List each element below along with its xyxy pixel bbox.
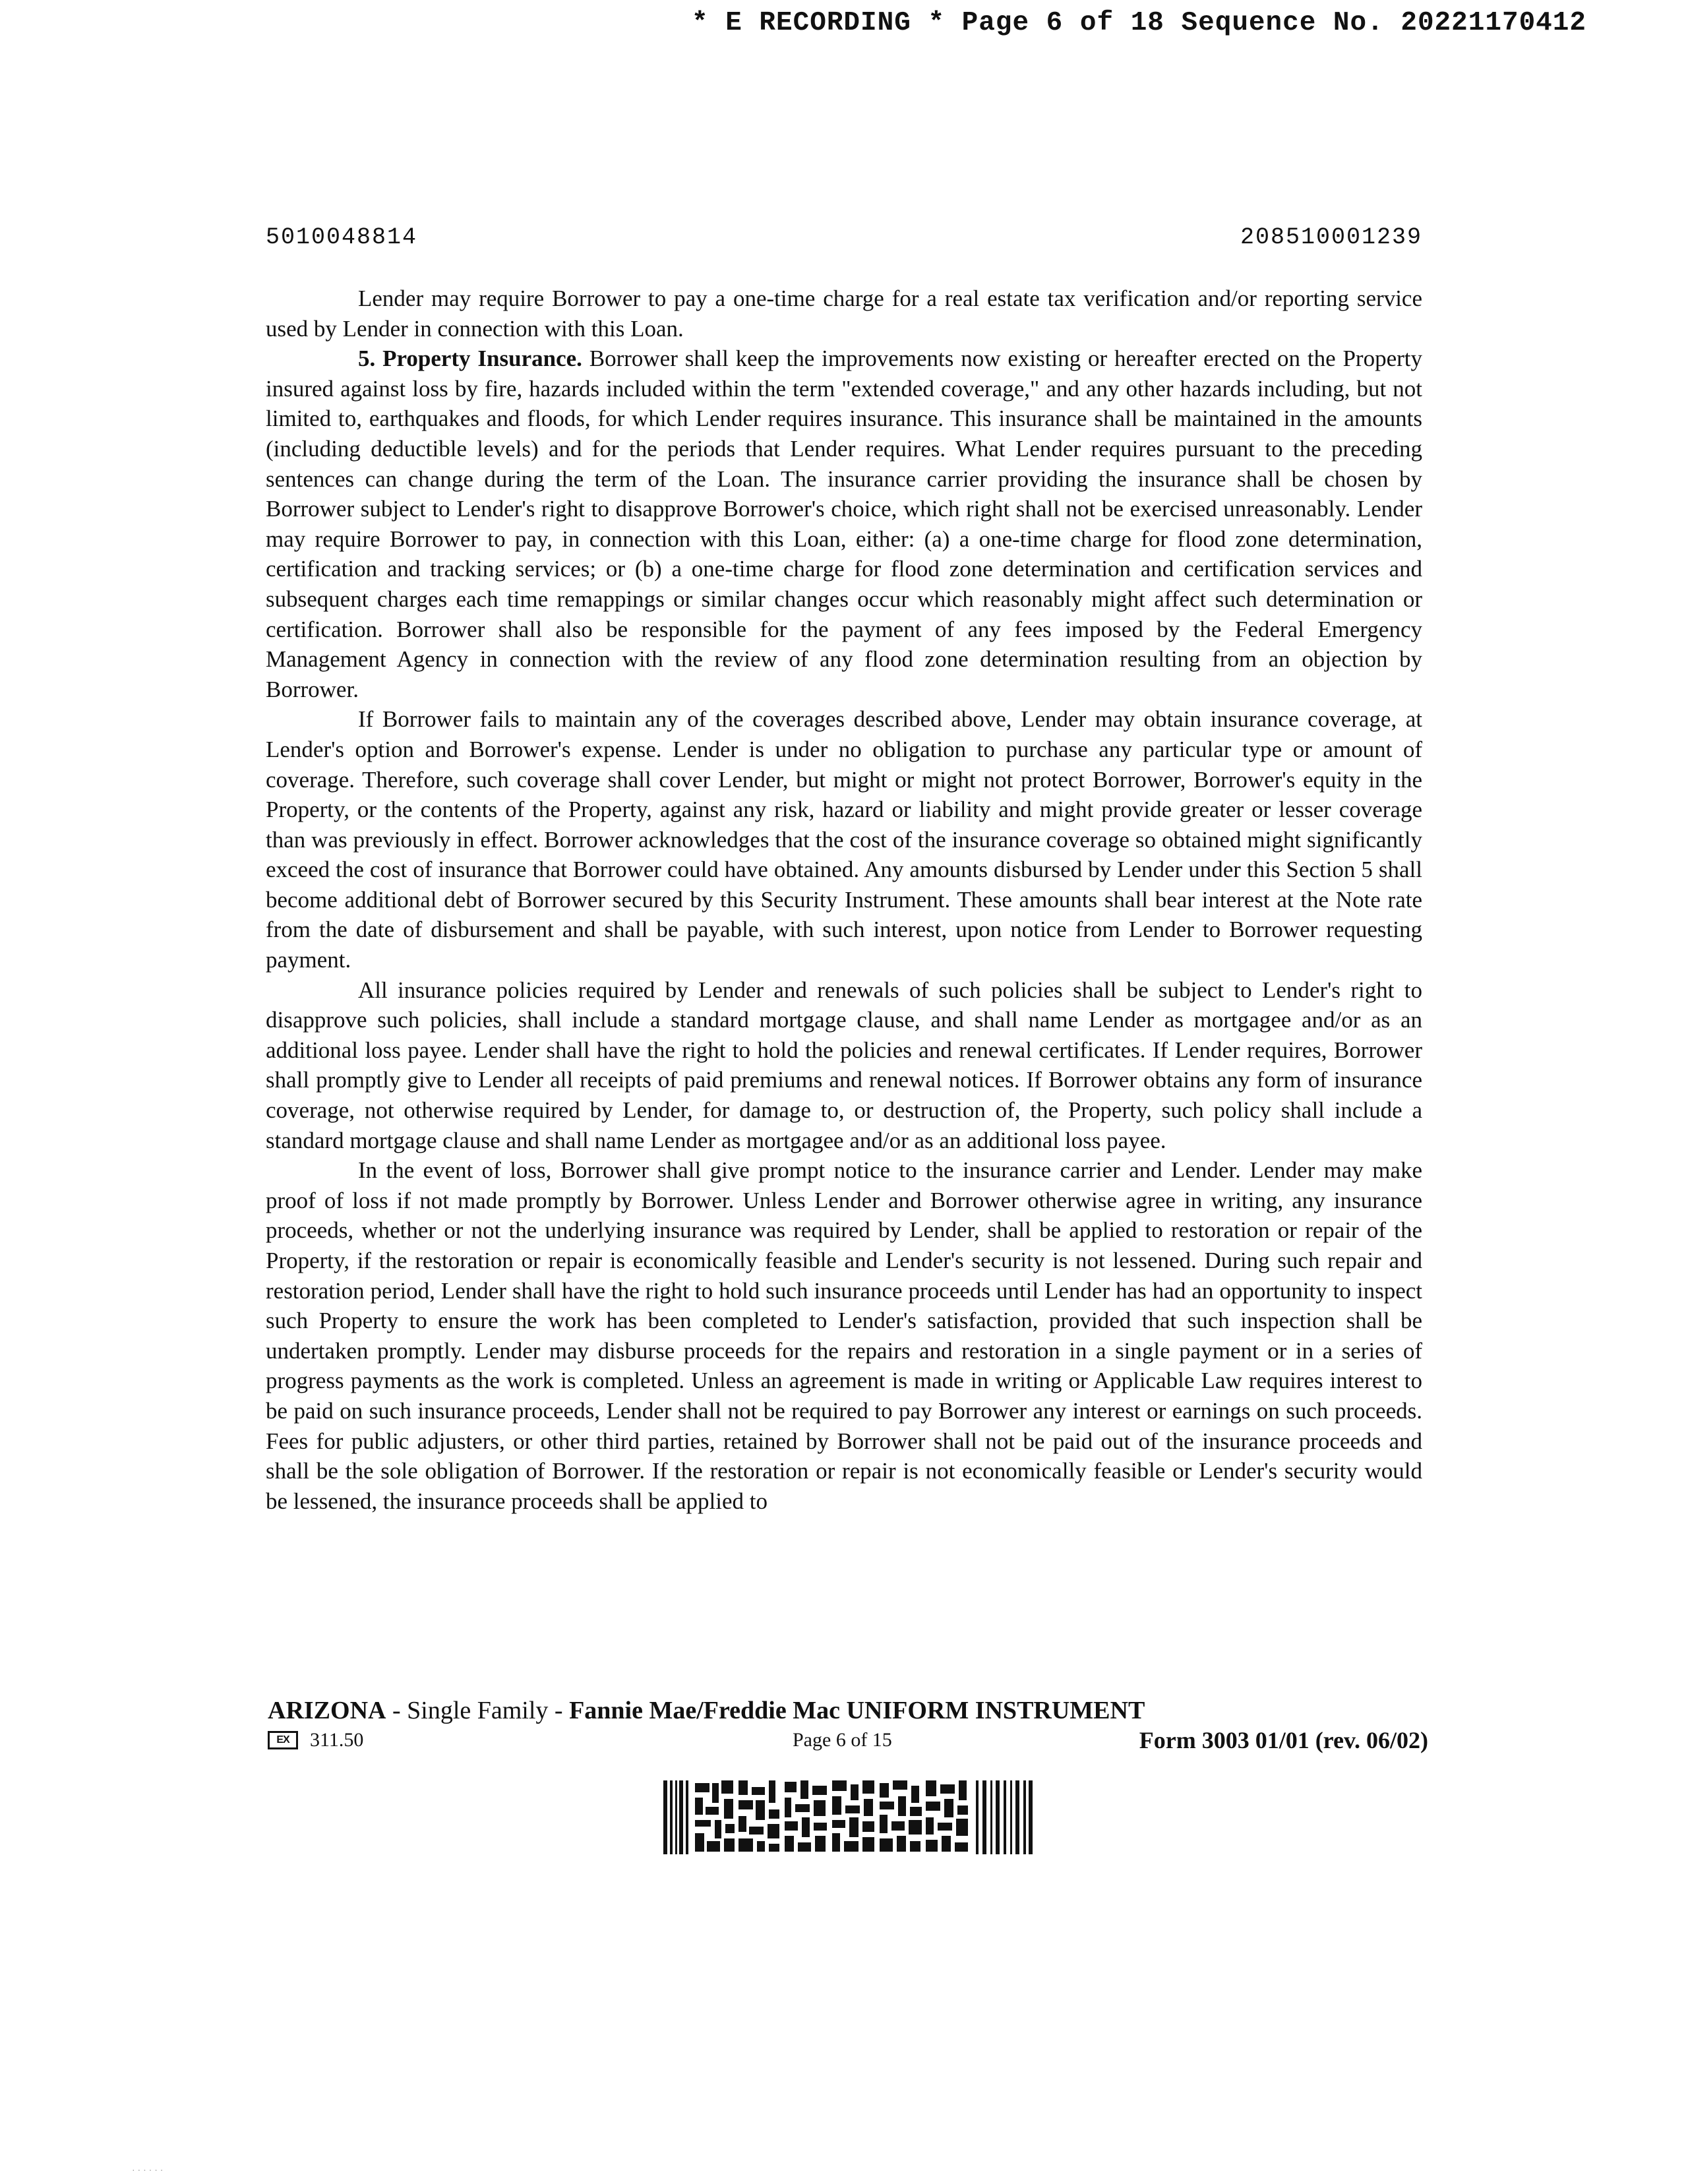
scan-speck: · · · · · · xyxy=(132,2164,164,2175)
footer-instrument: Fannie Mae/Freddie Mac UNIFORM INSTRUMENT xyxy=(569,1697,1145,1724)
form-code-number: 311.50 xyxy=(310,1729,364,1751)
footer-state: ARIZONA xyxy=(268,1697,386,1724)
loan-number-left: 5010048814 xyxy=(266,224,418,251)
document-body xyxy=(266,284,1422,1516)
paragraph-text: Borrower shall keep the improvements now existing or hereafter erected on the Property insured against loss by fire, hazards included within the term "extended coverage," and any other hazards including, but not limited to, earthquakes and floods, for which Lender requires insurance. This insurance shall be maintained in the amounts (including deductible levels) and for the periods that Lender requires. What Lender requires pursuant to the preceding sentences can change during the term of the Loan. The insurance carrier providing the insurance shall be chosen by Borrower subject to Lender's right to disapprove Borrower's choice, which right shall not be exercised unreasonably. Lender may require Borrower to pay, in connection with this Loan, either: (a) a one-time charge for flood zone determination, certification and tracking services; or (b) a one-time charge for flood zone determination and certification services and subsequent charges each time remappings or similar changes occur which reasonably might affect such determination or certification. Borrower shall also be responsible for the payment of any fees imposed by the Federal Emergency Management Agency in connection with the review of any flood zone determination resulting from an objection by Borrower. xyxy=(266,346,1422,702)
recording-header: * E RECORDING * Page 6 of 18 Sequence No. 20221170412 xyxy=(691,8,1586,38)
form-code xyxy=(268,1729,363,1751)
footer-separator: - Single Family - xyxy=(386,1697,570,1724)
footer-form-line xyxy=(268,1726,1428,1758)
barcode-icon xyxy=(663,1780,1033,1854)
paragraph-property-insurance xyxy=(266,344,1422,704)
paragraph-tax-verification: Lender may require Borrower to pay a one-time charge for a real estate tax verification and/or reporting service used by Lender in connection with this Loan. xyxy=(266,286,1422,342)
document-footer xyxy=(268,1696,1428,1758)
paragraph-insurance-policies: All insurance policies required by Lender and renewals of such policies shall be subject to Lender's right to disapprove such policies, shall include a standard mortgage clause, and shall name Lender as mortgagee and/or as an additional loss payee. Lender shall have the right to hold the policies and renewal certificates. If Lender requires, Borrower shall promptly give to Lender all receipts of paid premiums and renewal notices. If Borrower obtains any form of insurance coverage, not otherwise required by Lender, for damage to, or destruction of, the Property, such policy shall include a standard mortgage clause and shall name Lender as mortgagee and/or as an additional loss payee. xyxy=(266,977,1422,1153)
section-heading: 5. Property Insurance. xyxy=(358,346,582,372)
loan-number-right: 208510001239 xyxy=(1240,224,1422,251)
ex-logo-icon: EX xyxy=(268,1731,298,1749)
paragraph-coverage-failure: If Borrower fails to maintain any of the coverages described above, Lender may obtain insurance coverage, at Lender's option and Borrower's expense. Lender is under no obligation to purchase any particular type or amount of coverage. Therefore, such coverage shall cover Lender, but might or might not protect Borrower, Borrower's equity in the Property, or the contents of the Property, against any risk, hazard or liability and might provide greater or lesser coverage than was previously in effect. Borrower acknowledges that the cost of the insurance coverage so obtained might significantly exceed the cost of insurance that Borrower could have obtained. Any amounts disbursed by Lender under this Section 5 shall become additional debt of Borrower secured by this Security Instrument. These amounts shall bear interest at the Note rate from the date of disbursement and shall be payable, with such interest, upon notice from Lender to Borrower requesting payment. xyxy=(266,706,1422,973)
paragraph-event-of-loss: In the event of loss, Borrower shall give prompt notice to the insurance carrier and Lender. Lender may make proof of loss if not made promptly by Borrower. Unless Lender and Borrower otherwise agree in writing, any insurance proceeds, whether or not the underlying insurance was required by Lender, shall be applied to restoration or repair of the Property, if the restoration or repair is economically feasible and Lender's security is not lessened. During such repair and restoration period, Lender shall have the right to hold such insurance proceeds until Lender has had an opportunity to inspect such Property to ensure the work has been completed to Lender's satisfaction, provided that such inspection shall be undertaken promptly. Lender may disburse proceeds for the repairs and restoration in a single payment or in a series of progress payments as the work is completed. Unless an agreement is made in writing or Applicable Law requires interest to be paid on such insurance proceeds, Lender shall not be required to pay Borrower any interest or earnings on such proceeds. Fees for public adjusters, or other third parties, retained by Borrower shall not be paid out of the insurance proceeds and shall be the sole obligation of Borrower. If the restoration or repair is not economically feasible or Lender's security would be lessened, the insurance proceeds shall be applied to xyxy=(266,1157,1422,1514)
loan-number-row xyxy=(266,224,1422,257)
form-number: Form 3003 01/01 (rev. 06/02) xyxy=(1139,1727,1428,1753)
page-count: Page 6 of 15 xyxy=(793,1729,892,1751)
footer-instrument-line xyxy=(268,1696,1428,1725)
